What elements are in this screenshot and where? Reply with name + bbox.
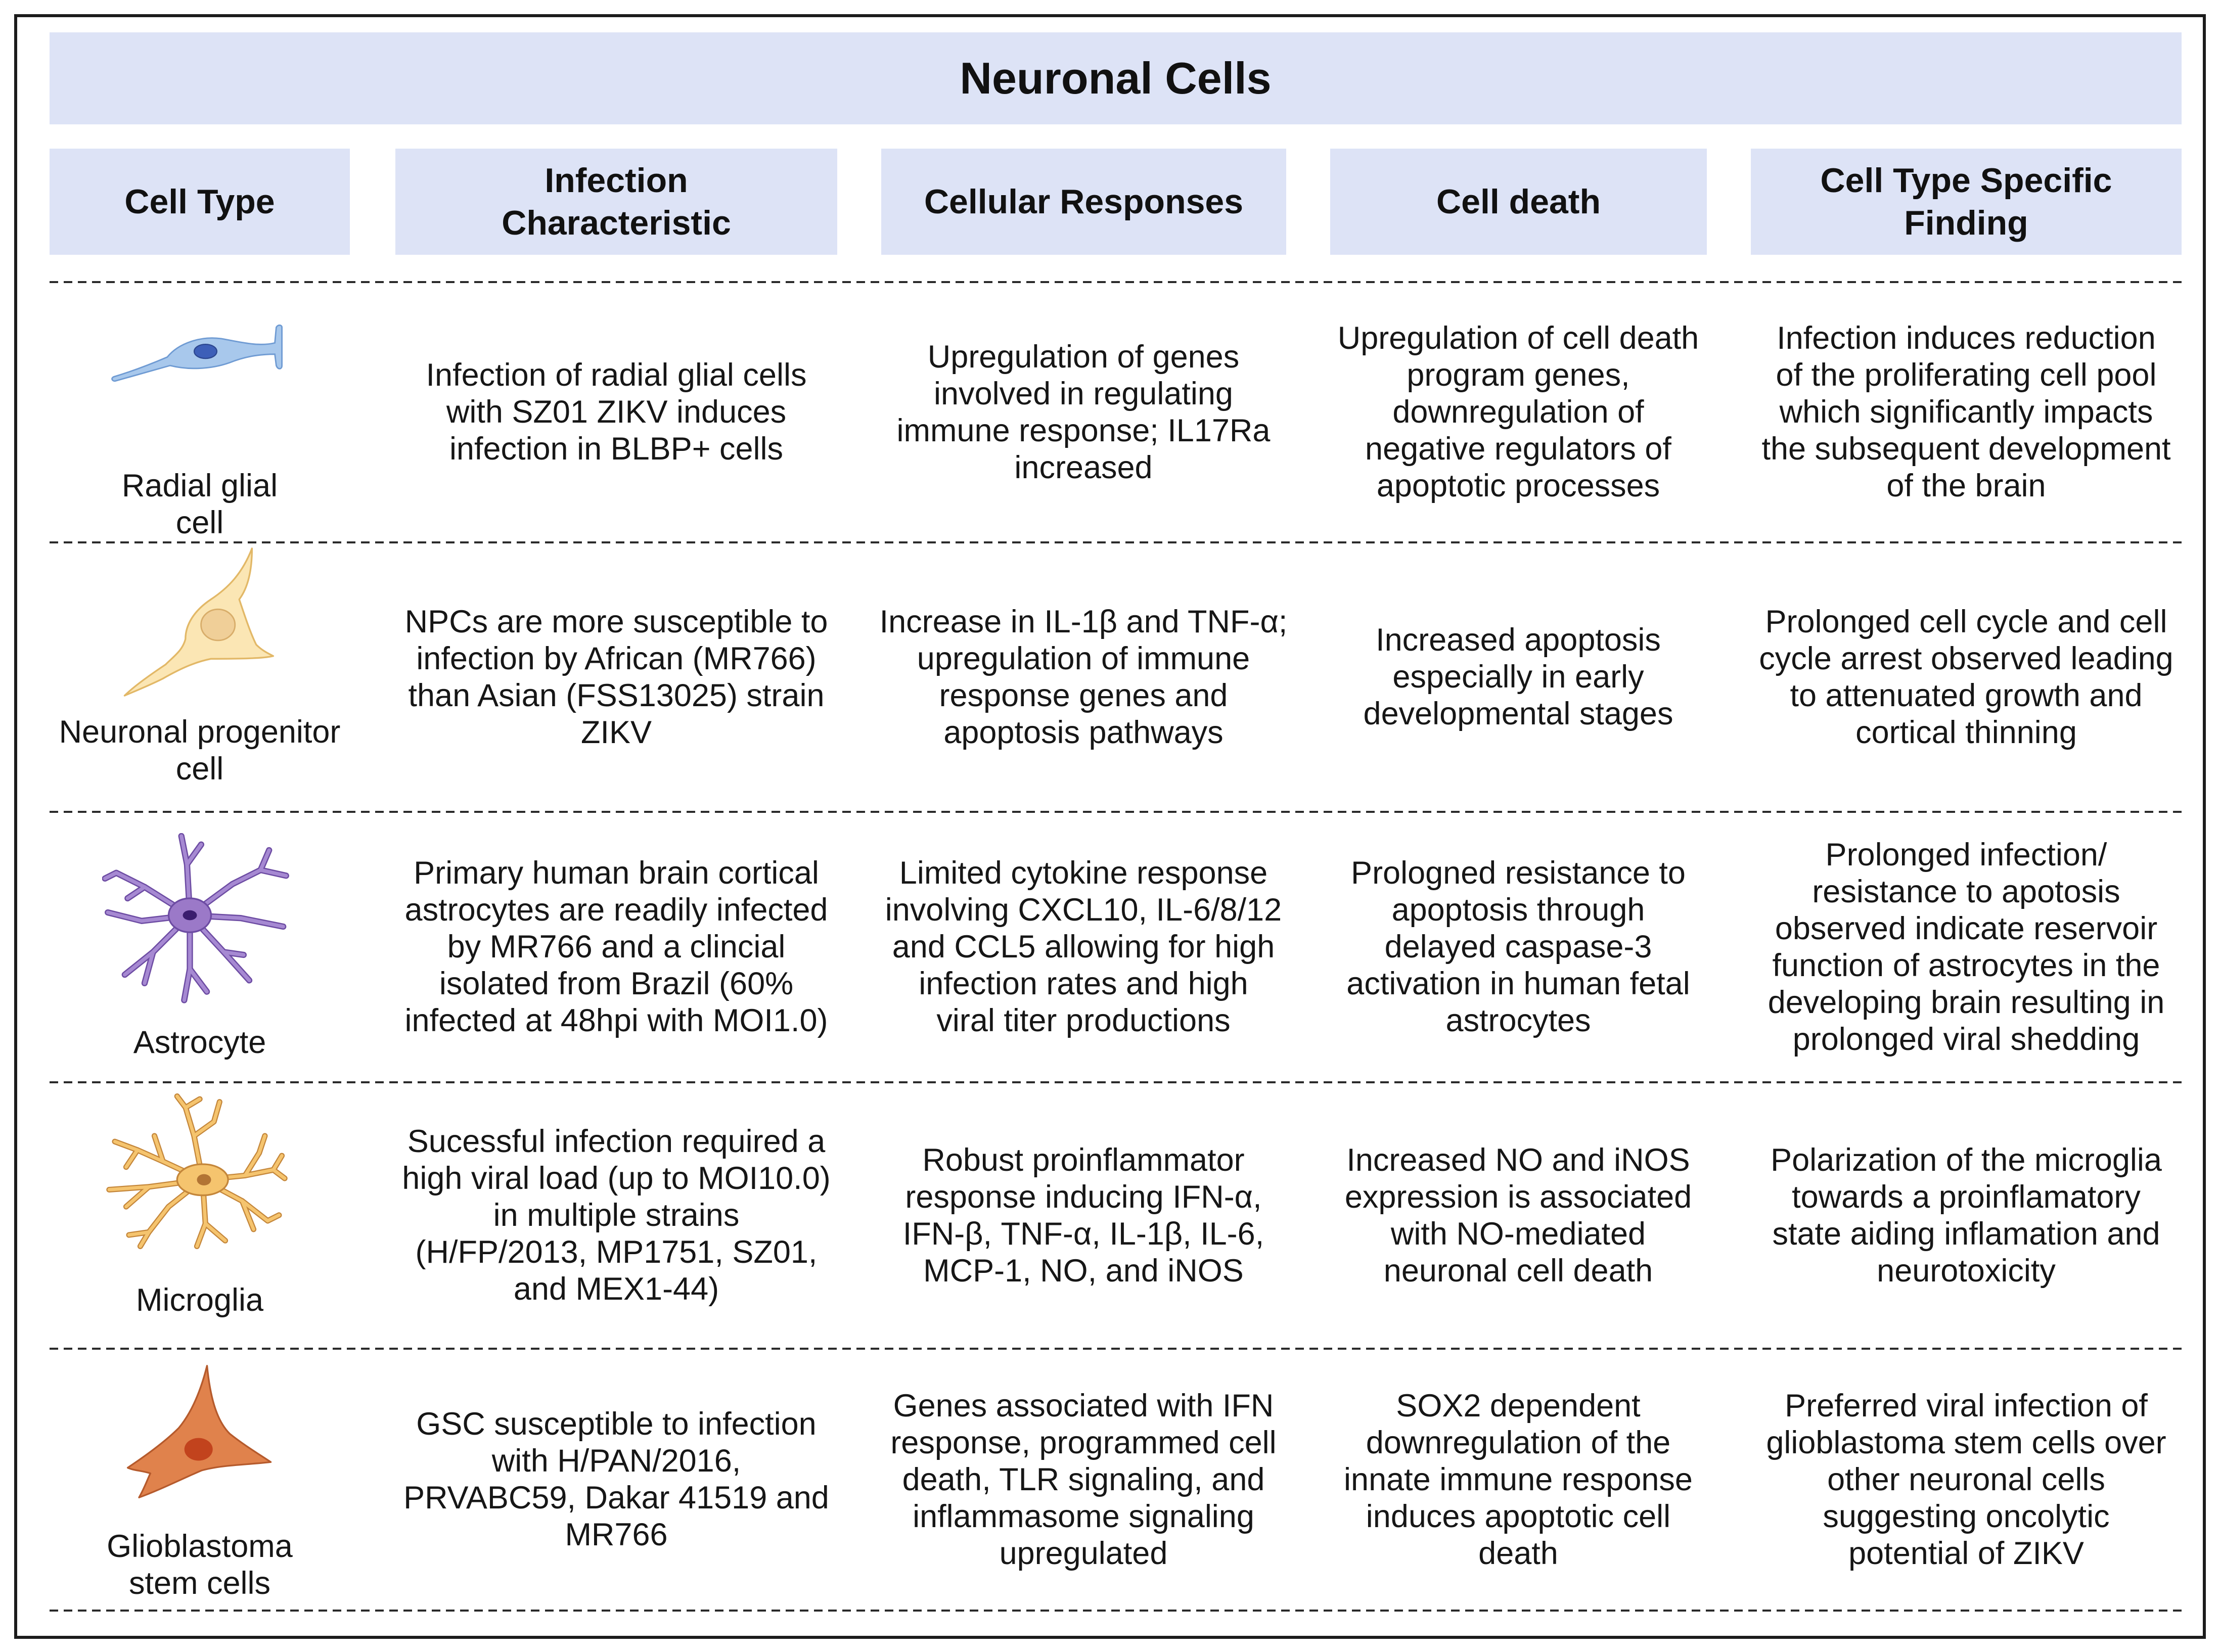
- table-row-astrocyte: [0, 813, 2220, 1081]
- row-divider: [50, 1610, 2182, 1612]
- cell-type-label: Glioblastoma stem cells: [107, 1529, 293, 1601]
- specific-finding-cell: Infection induces reduction of the proliferating cell pool which significantly impacts the subsequent development of the brain: [1761, 320, 2171, 503]
- infection-characteristic-cell: Primary human brain cortical astrocytes are readily infected by MR766 and a clincial isolated from Brazil (60% infected at 48hpi with MOI1.0): [404, 855, 828, 1038]
- table-row-radial-glial: [0, 283, 2220, 541]
- cell-death-cell: Prologned resistance to apoptosis through delayed caspase-3 activation in human fetal astrocytes: [1346, 855, 1690, 1038]
- cellular-responses-cell: Upregulation of genes involved in regulating immune response; IL17Ra increased: [896, 339, 1271, 485]
- cellular-responses-cell: Increase in IL-1β and TNF-α; upregulation of immune response genes and apoptosis pathways: [879, 604, 1288, 750]
- cell-type-label: Astrocyte: [133, 1025, 266, 1060]
- table-row-neuronal-progenitor: [0, 543, 2220, 811]
- specific-finding-cell: Prolonged infection/ resistance to apotosis observed indicate reservoir function of astrocytes in the developing brain resulting in prolonged viral shedding: [1768, 837, 2165, 1057]
- infection-characteristic-cell: Infection of radial glial cells with SZ01 ZIKV induces infection in BLBP+ cells: [426, 357, 807, 467]
- table-row-glioblastoma: [0, 1350, 2220, 1610]
- cellular-responses-cell: Limited cytokine response involving CXCL10, IL-6/8/12 and CCL5 allowing for high infection rates and high viral titer productions: [885, 855, 1282, 1038]
- cellular-responses-cell: Robust proinflammator response inducing IFN-α, IFN-β, TNF-α, IL-1β, IL-6, MCP-1, NO, and iNOS: [902, 1142, 1264, 1289]
- header-cell-type-specific-finding: Cell Type Specific Finding: [1751, 149, 2182, 255]
- table-row-microglia: [0, 1083, 2220, 1348]
- cell-type-label: Radial glial cell: [121, 468, 278, 540]
- glioblastoma-stem-cell-icon: [125, 1363, 275, 1500]
- header-infection-characteristic: Infection Characteristic: [395, 149, 837, 255]
- neuronal-progenitor-cell-icon: [120, 545, 276, 699]
- header-cellular-responses: Cellular Responses: [881, 149, 1286, 255]
- specific-finding-cell: Polarization of the microglia towards a proinflamatory state aiding inflamation and neurotoxicity: [1771, 1142, 2162, 1289]
- cellular-responses-cell: Genes associated with IFN response, programmed cell death, TLR signaling, and inflammasome signaling upregulated: [890, 1388, 1277, 1571]
- cell-type-label: Microglia: [135, 1282, 264, 1318]
- specific-finding-cell: Prolonged cell cycle and cell cycle arrest observed leading to attenuated growth and cortical thinning: [1759, 604, 2173, 750]
- radial-glial-cell-icon: [111, 323, 286, 388]
- cell-death-cell: Increased NO and iNOS expression is associated with NO-mediated neuronal cell death: [1344, 1142, 1692, 1289]
- specific-finding-cell: Preferred viral infection of glioblastoma stem cells over other neuronal cells suggesting oncolytic potential of ZIKV: [1766, 1388, 2166, 1571]
- cell-death-cell: Upregulation of cell death program genes, downregulation of negative regulators of apoptotic processes: [1337, 320, 1699, 503]
- header-cell-death: Cell death: [1330, 149, 1707, 255]
- cell-type-label: Neuronal progenitor cell: [59, 714, 341, 787]
- infection-characteristic-cell: Sucessful infection required a high viral load (up to MOI10.0) in multiple strains (H/FP/2013, MP1751, SZ01, and MEX1-44): [402, 1124, 831, 1307]
- figure-title: Neuronal Cells: [50, 32, 2182, 124]
- microglia-icon: [106, 1093, 288, 1249]
- header-cell-type: Cell Type: [50, 149, 350, 255]
- infection-characteristic-cell: NPCs are more susceptible to infection by African (MR766) than Asian (FSS13025) strain ZIKV: [404, 604, 828, 750]
- cell-death-cell: SOX2 dependent downregulation of the innate immune response induces apoptotic cell death: [1344, 1388, 1693, 1571]
- astrocyte-icon: [102, 833, 292, 1006]
- cell-death-cell: Increased apoptosis especially in early developmental stages: [1363, 622, 1673, 731]
- infection-characteristic-cell: GSC susceptible to infection with H/PAN/2016, PRVABC59, Dakar 41519 and MR766: [403, 1406, 829, 1552]
